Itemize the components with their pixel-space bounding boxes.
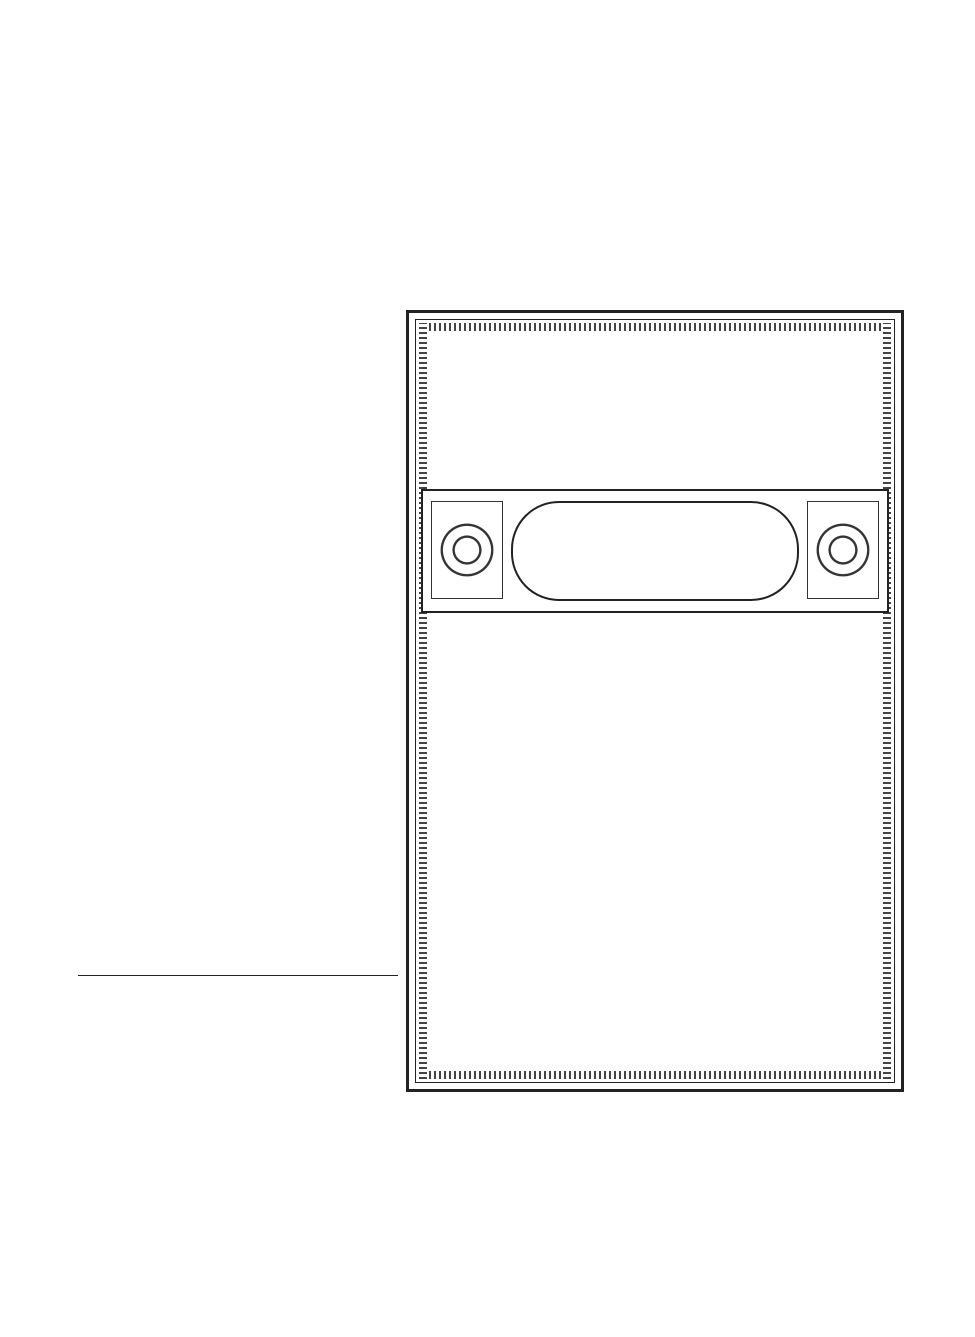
surah-header-panel (421, 489, 889, 613)
frame-ornament-right (883, 323, 891, 1079)
surah-cartouche (511, 501, 799, 601)
mushaf-panel (406, 310, 904, 1092)
frame-ornament-top (419, 323, 891, 331)
previous-surah-verses (431, 343, 879, 483)
arabesque-ornament-icon (431, 501, 503, 599)
arabesque-ornament-icon (807, 501, 879, 599)
frame-ornament-bottom (419, 1071, 891, 1079)
frame-ornament-left (419, 323, 427, 1079)
footnote-divider (78, 975, 398, 976)
